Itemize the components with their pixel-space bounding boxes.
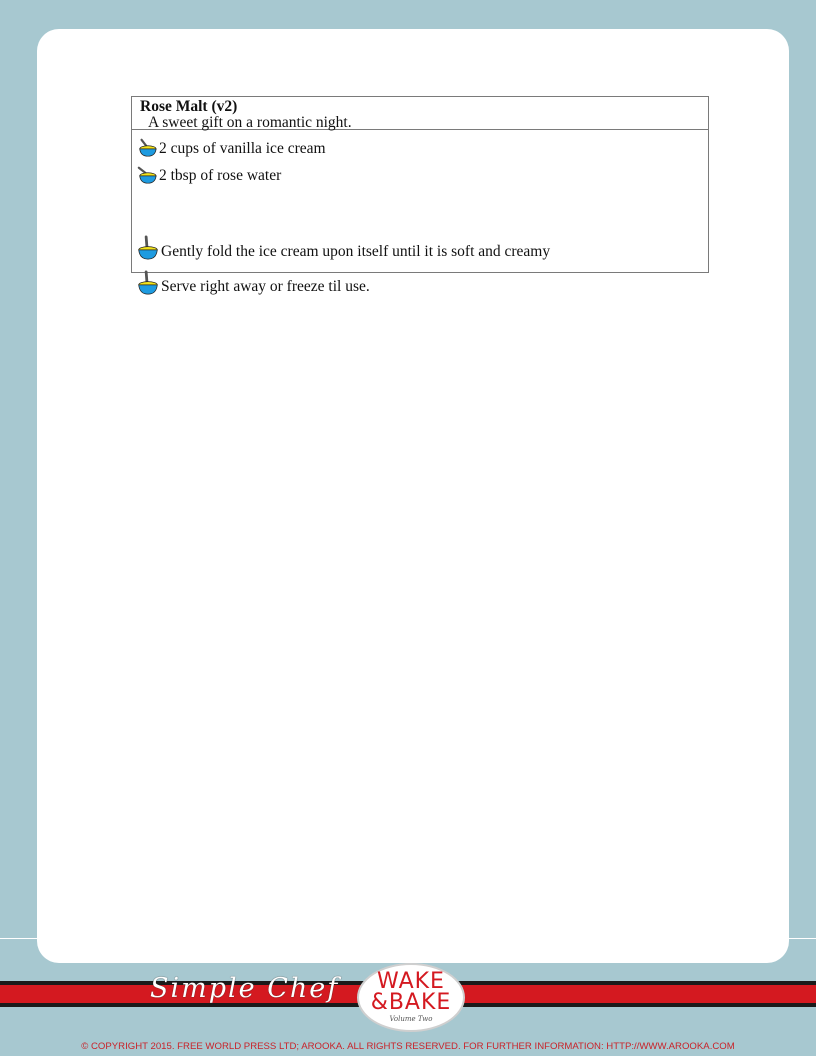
copyright-notice: © COPYRIGHT 2015. FREE WORLD PRESS LTD; AROOKA. ALL RIGHTS RESERVED. FOR FURTHER INFORMATION: HTTP://WWW.AROOKA.COM [81,1041,735,1052]
recipe-title: Rose Malt (v2) [140,98,238,115]
bowl-icon [136,138,158,158]
recipe-card [131,96,709,295]
ingredient-item [136,165,281,185]
ingredient-text: 2 tbsp of rose water [159,167,282,184]
divider-line-left [0,938,38,939]
logo-line-2: &BAKE [370,990,452,1015]
wake-bake-logo [357,963,465,1032]
recipe-description: A sweet gift on a romantic night. [148,114,352,131]
bowl-icon [136,270,160,296]
step-text: Serve right away or freeze til use. [161,278,370,295]
ingredient-item [136,138,326,158]
recipe-header [132,97,708,130]
brand-name: Simple Chef [150,973,340,1004]
step-item [136,235,550,261]
divider-line-right [788,938,816,939]
ingredient-text: 2 cups of vanilla ice cream [159,140,326,157]
bowl-icon [136,165,158,185]
bowl-icon [136,235,160,261]
logo-line-3: Volume Two [389,1015,433,1023]
step-text: Gently fold the ice cream upon itself until it is soft and creamy [161,243,551,260]
step-item [136,270,370,296]
logo-line-1: WAKE [377,969,445,994]
recipe-body [132,130,708,295]
